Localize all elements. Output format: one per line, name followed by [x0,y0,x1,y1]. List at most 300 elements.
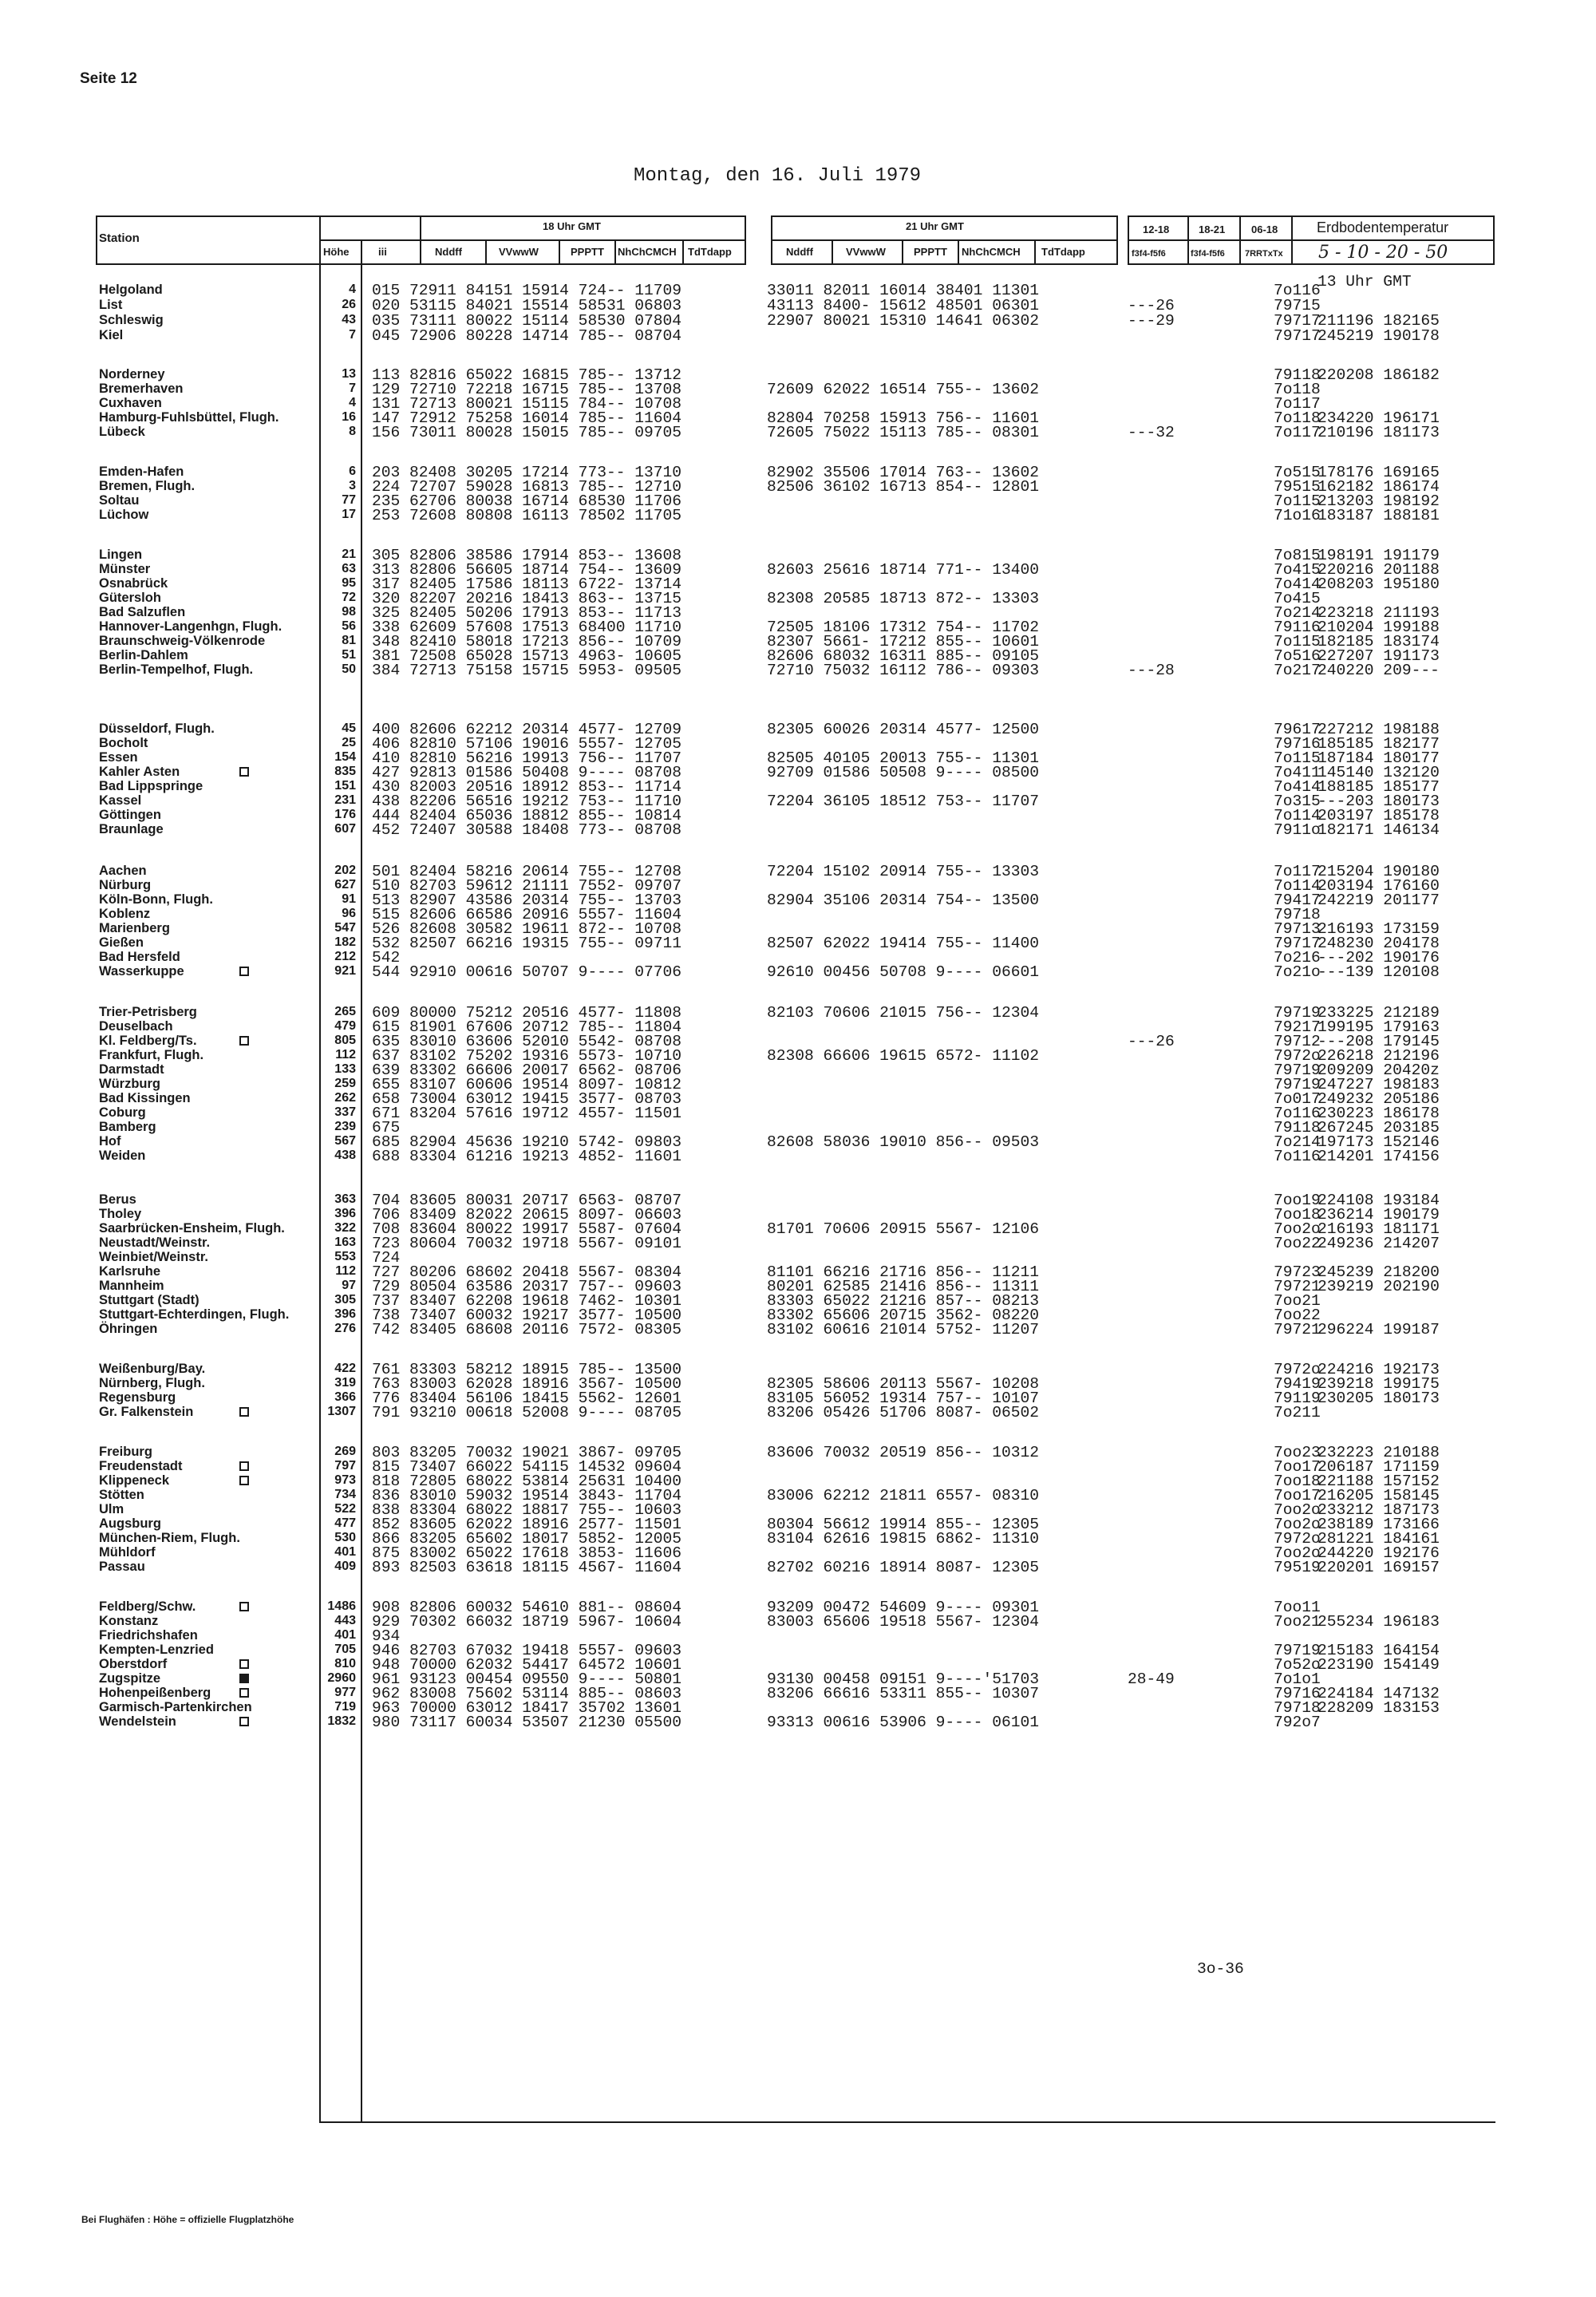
obs-06-18: 7oo22 [1274,1235,1321,1252]
obs-12-18: ---29 [1128,312,1175,330]
header-18-col-1: Nddff [435,246,462,258]
station-name: Tholey [99,1207,142,1221]
obs-21-gmt: 22907 80021 15310 14641 06302 [767,312,1039,330]
station-hoehe: 8 [349,425,356,438]
soil-temperature: 187184 180177 [1317,749,1440,767]
obs-06-18: 7oo2o [1274,1516,1321,1533]
obs-18-gmt: 615 81901 67606 20712 785-- 11804 [372,1018,682,1036]
rule-right-1 [1187,215,1189,265]
station-name: Weiden [99,1148,146,1163]
obs-18-gmt: 776 83404 56106 18415 5562- 12601 [372,1390,682,1407]
obs-18-gmt: 035 73111 80022 15114 58530 07804 [372,312,682,330]
station-hoehe: 176 [334,808,356,821]
station-name: Braunschweig-Völkenrode [99,634,266,648]
station-hoehe: 305 [334,1293,356,1307]
obs-12-18: ---32 [1128,424,1175,441]
station-hoehe: 81 [342,634,356,647]
station-hoehe: 337 [334,1105,356,1119]
obs-06-18: 79515 [1274,478,1321,496]
obs-21-gmt: 82305 58606 20113 5567- 10208 [767,1375,1039,1393]
station-hoehe: 553 [334,1250,356,1263]
station-hoehe: 719 [334,1700,356,1714]
header-18-col-2: VVwwW [499,246,539,258]
obs-06-18: 792o7 [1274,1714,1321,1731]
obs-06-18: 79712 [1274,1033,1321,1050]
obs-06-18: 79417 [1274,892,1321,909]
soil-temperature: 233212 187173 [1317,1501,1440,1519]
station-name: Aachen [99,864,147,878]
obs-18-gmt: 427 92813 01586 50408 9---- 08708 [372,764,682,781]
station-name: Klippeneck [99,1473,170,1488]
station-name: Saarbrücken-Ensheim, Flugh. [99,1221,285,1235]
header-21-col-1: Nddff [786,246,813,258]
obs-18-gmt: 763 83003 62028 18916 3567- 10500 [372,1375,682,1393]
obs-18-gmt: 156 73011 80028 15015 785-- 09705 [372,424,682,441]
obs-18-gmt: 738 73407 60032 19217 3577- 10500 [372,1307,682,1324]
obs-06-18: 79719 [1274,1076,1321,1093]
station-hoehe: 396 [334,1307,356,1321]
station-hoehe: 91 [342,892,356,906]
obs-18-gmt: 305 82806 38586 17914 853-- 13608 [372,547,682,564]
station-hoehe: 547 [334,921,356,935]
station-marker-icon [239,1407,249,1417]
obs-06-18: 7oo23 [1274,1444,1321,1461]
station-name: Bremerhaven [99,382,184,396]
soil-temperature: 203194 176160 [1317,877,1440,895]
obs-06-18: 7o815 [1274,547,1321,564]
station-hoehe: 6 [349,465,356,478]
obs-21-gmt: 82804 70258 15913 756-- 11601 [767,409,1039,427]
obs-18-gmt: 946 82703 67032 19418 5557- 09603 [372,1642,682,1659]
obs-18-gmt: 723 80604 70032 19718 5567- 09101 [372,1235,682,1252]
obs-06-18: 7o116 [1274,1148,1321,1165]
station-marker-icon [239,1688,249,1698]
station-hoehe: 1307 [327,1405,356,1418]
soil-temperature: 242219 201177 [1317,892,1440,909]
obs-06-18: 7oo17 [1274,1458,1321,1476]
soil-temperature: 245219 190178 [1317,327,1440,345]
station-name: Cuxhaven [99,396,162,410]
obs-06-18: 79119 [1274,1390,1321,1407]
station-hoehe: 112 [335,1048,356,1062]
obs-06-18: 7o117 [1274,395,1321,413]
obs-21-gmt: 93209 00472 54609 9---- 09301 [767,1599,1039,1616]
obs-18-gmt: 532 82507 66216 19315 755-- 09711 [372,935,682,952]
obs-21-gmt: 72609 62022 16514 755-- 13602 [767,381,1039,398]
obs-21-gmt: 72710 75032 16112 786-- 09303 [767,662,1039,679]
obs-21-gmt: 33011 82011 16014 38401 11301 [767,282,1039,299]
obs-12-18: 28-49 [1128,1670,1175,1688]
obs-06-18: 7oo2o [1274,1544,1321,1562]
obs-06-18: 7o117 [1274,863,1321,880]
obs-18-gmt: 515 82606 66586 20916 5557- 11604 [372,906,682,923]
obs-06-18: 79717 [1274,935,1321,952]
station-name: Nürburg [99,878,152,892]
soil-temperature: 227212 198188 [1317,721,1440,738]
obs-18-gmt: 410 82810 56216 19913 756-- 11707 [372,749,682,767]
obs-21-gmt: 83206 05426 51706 8087- 06502 [767,1404,1039,1421]
station-hoehe: 25 [342,736,356,749]
station-name: Kahler Asten [99,765,180,779]
station-name: Garmisch-Partenkirchen [99,1700,252,1714]
soil-temperature: 230223 186178 [1317,1105,1440,1122]
station-hoehe: 734 [334,1488,356,1501]
soil-temperature: 216193 173159 [1317,920,1440,938]
obs-18-gmt: 671 83204 57616 19712 4557- 11501 [372,1105,682,1122]
header-gmt18: 18 Uhr GMT [543,220,601,232]
obs-18-gmt: 501 82404 58216 20614 755-- 12708 [372,863,682,880]
obs-18-gmt: 452 72407 30588 18408 773-- 08708 [372,821,682,839]
header-18-col-3: PPPTT [571,246,604,258]
obs-18-gmt: 737 83407 62208 19618 7462- 10301 [372,1292,682,1310]
soil-temperature: 210204 199188 [1317,619,1440,636]
soil-temperature: 249236 214207 [1317,1235,1440,1252]
obs-18-gmt: 658 73004 63012 19415 3577- 08703 [372,1090,682,1108]
station-name: Osnabrück [99,576,168,591]
station-name: Freudenstadt [99,1459,183,1473]
soil-temperature: 220201 169157 [1317,1559,1440,1576]
obs-18-gmt: 948 70000 62032 54417 64572 10601 [372,1656,682,1674]
header-21-col-2: VVwwW [846,246,886,258]
obs-06-18: 7o21o [1274,963,1321,981]
obs-06-18: 7o415 [1274,590,1321,607]
soil-temperature: 145140 132120 [1317,764,1440,781]
station-name: Bad Lippspringe [99,779,203,793]
obs-18-gmt: 815 73407 66022 54115 14532 09604 [372,1458,682,1476]
obs-18-gmt: 253 72608 80808 16113 78502 11705 [372,507,682,524]
obs-18-gmt: 438 82206 56516 19212 753-- 11710 [372,793,682,810]
soil-temperature: 239219 202190 [1317,1278,1440,1295]
station-hoehe: 276 [334,1322,356,1335]
station-hoehe: 7 [349,382,356,395]
rule-21-1 [832,239,833,265]
obs-18-gmt: 961 93123 00454 09550 9---- 50801 [372,1670,682,1688]
obs-06-18: 7o116 [1274,282,1321,299]
obs-18-gmt: 400 82606 62212 20314 4577- 12709 [372,721,682,738]
station-hoehe: 13 [342,367,356,381]
soil-temperature: 208203 195180 [1317,575,1440,593]
station-name: Regensburg [99,1390,176,1405]
station-hoehe: 797 [334,1459,356,1473]
obs-06-18: 7o116 [1274,1105,1321,1122]
soil-temperature: 223218 211193 [1317,604,1440,622]
obs-18-gmt: 015 72911 84151 15914 724-- 11709 [372,282,682,299]
station-hoehe: 705 [334,1643,356,1656]
station-name: Soltau [99,493,140,508]
station-marker-icon [239,967,249,976]
obs-18-gmt: 320 82207 20216 18413 863-- 13715 [372,590,682,607]
obs-06-18: 79717 [1274,327,1321,345]
soil-temperature: 215204 190180 [1317,863,1440,880]
obs-06-18: 7972o [1274,1361,1321,1378]
station-hoehe: 98 [342,605,356,619]
obs-21-gmt: 82608 58036 19010 856-- 09503 [767,1133,1039,1151]
obs-18-gmt: 544 92910 00616 50707 9---- 07706 [372,963,682,981]
station-name: Neustadt/Weinstr. [99,1235,211,1250]
obs-06-18: 7o1o1 [1274,1670,1321,1688]
station-hoehe: 409 [334,1560,356,1573]
station-hoehe: 835 [334,765,356,778]
soil-temperature: 281221 184161 [1317,1530,1440,1548]
soil-temperature: 220216 201188 [1317,561,1440,579]
station-hoehe: 422 [334,1362,356,1375]
station-hoehe: 63 [342,562,356,575]
obs-21-gmt: 72204 15102 20914 755-- 13303 [767,863,1039,880]
obs-06-18: 79116 [1274,619,1321,636]
obs-06-18: 79118 [1274,366,1321,384]
obs-06-18: 79617 [1274,721,1321,738]
obs-18-gmt: 929 70302 66032 18719 5967- 10604 [372,1613,682,1631]
soil-temperature: 224184 147132 [1317,1685,1440,1702]
station-name: Bocholt [99,736,148,750]
station-hoehe: 401 [334,1545,356,1559]
obs-12-18: ---26 [1128,1033,1175,1050]
station-name: Bad Kissingen [99,1091,191,1105]
soil-temperature: 226218 212196 [1317,1047,1440,1065]
obs-18-gmt: 542 [372,949,401,967]
station-hoehe: 1832 [327,1714,356,1728]
obs-18-gmt: 637 83102 75202 19316 5573- 10710 [372,1047,682,1065]
obs-21-gmt: 82606 68032 16311 885-- 09105 [767,647,1039,665]
obs-21-gmt: 80201 62585 21416 856-- 11311 [767,1278,1039,1295]
obs-21-gmt: 83104 62616 19815 6862- 11310 [767,1530,1039,1548]
station-name: Gießen [99,935,144,950]
station-marker-filled-icon [239,1674,249,1683]
station-hoehe: 202 [334,864,356,877]
station-name: Feldberg/Schw. [99,1599,196,1614]
obs-21-gmt: 82702 60216 18914 8087- 12305 [767,1559,1039,1576]
station-hoehe: 265 [334,1005,356,1018]
station-hoehe: 627 [334,878,356,892]
obs-18-gmt: 908 82806 60032 54610 881-- 08604 [372,1599,682,1616]
station-name: Berus [99,1192,136,1207]
soil-temperature: 178176 169165 [1317,464,1440,481]
station-name: Stuttgart-Echterdingen, Flugh. [99,1307,290,1322]
station-name: Norderney [99,367,165,382]
page-label: Seite 12 [80,70,137,87]
obs-06-18: 79717 [1274,312,1321,330]
station-name: Hof [99,1134,121,1148]
obs-21-gmt: 92709 01586 50508 9---- 08500 [767,764,1039,781]
soil-temperature: 182171 146134 [1317,821,1440,839]
soil-temperature: 267245 203185 [1317,1119,1440,1137]
station-marker-icon [239,767,249,777]
obs-18-gmt: 381 72508 65028 15713 4963- 10605 [372,647,682,665]
obs-18-gmt: 655 83107 60606 19514 8097- 10812 [372,1076,682,1093]
station-hoehe: 443 [334,1614,356,1627]
obs-06-18: 7911o [1274,821,1321,839]
obs-21-gmt: 83303 65022 21216 857-- 08213 [767,1292,1039,1310]
obs-18-gmt: 639 83302 66606 20017 6562- 08706 [372,1062,682,1079]
rule-18-1 [485,239,487,265]
obs-21-gmt: 83302 65606 20715 3562- 08220 [767,1307,1039,1324]
soil-temperature: 296224 199187 [1317,1321,1440,1338]
station-hoehe: 231 [334,793,356,807]
station-hoehe: 112 [335,1264,356,1278]
station-name: Hannover-Langenhgn, Flugh. [99,619,282,634]
station-name: Karlsruhe [99,1264,161,1279]
obs-06-18: 7oo2o [1274,1501,1321,1519]
station-hoehe: 3 [349,479,356,492]
station-hoehe: 97 [342,1279,356,1292]
obs-18-gmt: 338 62609 57608 17513 68400 11710 [372,619,682,636]
station-name: Marienberg [99,921,170,935]
station-hoehe: 2960 [327,1671,356,1685]
station-name: Essen [99,750,138,765]
obs-18-gmt: 934 [372,1627,401,1645]
station-name: Friedrichshafen [99,1628,198,1643]
soil-temperature: 183187 188181 [1317,507,1440,524]
obs-18-gmt: 384 72713 75158 15715 5953- 09505 [372,662,682,679]
station-name: Wasserkuppe [99,964,184,978]
soil-temperature: 255234 196183 [1317,1613,1440,1631]
station-name: Oberstdorf [99,1657,168,1671]
obs-06-18: 7o217 [1274,662,1321,679]
obs-06-18: 79419 [1274,1375,1321,1393]
soil-temperature: ---208 179145 [1317,1033,1440,1050]
soil-temperature: 216193 181171 [1317,1220,1440,1238]
station-name: Konstanz [99,1614,159,1628]
header-erdboden: Erdbodentemperatur [1317,219,1449,235]
obs-06-18: 7o414 [1274,575,1321,593]
obs-21-gmt: 72505 18106 17312 754-- 11702 [767,619,1039,636]
soil-temperature: 206187 171159 [1317,1458,1440,1476]
soil-temperature: 220208 186182 [1317,366,1440,384]
station-name: Helgoland [99,283,163,297]
station-hoehe: 366 [334,1390,356,1404]
header-hoehe: Höhe [323,246,350,258]
station-marker-icon [239,1476,249,1485]
obs-06-18: 7o118 [1274,409,1321,427]
station-hoehe: 396 [334,1207,356,1220]
obs-21-gmt: 82307 5661- 17212 855-- 10601 [767,633,1039,650]
station-name: Bamberg [99,1120,156,1134]
soil-temperature: 188185 185177 [1317,778,1440,796]
obs-21-gmt: 83105 56052 19314 757-- 10107 [767,1390,1039,1407]
station-name: Stötten [99,1488,144,1502]
obs-18-gmt: 963 70000 63012 18417 35702 13601 [372,1699,682,1717]
station-name: List [99,298,123,312]
obs-06-18: 7o115 [1274,492,1321,510]
obs-21-gmt: 72605 75022 15113 785-- 08301 [767,424,1039,441]
obs-18-gmt: 980 73117 60034 53507 21230 05500 [372,1714,682,1731]
obs-21-gmt: 92610 00456 50708 9---- 06601 [767,963,1039,981]
obs-18-gmt: 685 82904 45636 19210 5742- 09803 [372,1133,682,1151]
obs-18-gmt: 129 72710 72218 16715 785-- 13708 [372,381,682,398]
obs-06-18: 7o315 [1274,793,1321,810]
obs-21-gmt: 93130 00458 09151 9----'51703 [767,1670,1039,1688]
obs-21-gmt: 82904 35106 20314 754-- 13500 [767,892,1039,909]
obs-06-18: 79715 [1274,297,1321,314]
station-hoehe: 810 [334,1657,356,1670]
station-hoehe: 438 [334,1148,356,1162]
station-name: Braunlage [99,822,164,836]
header-f-3: 7RRTxTx [1245,249,1283,259]
obs-06-18: 7o017 [1274,1090,1321,1108]
station-name: Bad Hersfeld [99,950,180,964]
station-hoehe: 319 [334,1376,356,1390]
obs-18-gmt: 852 83605 62022 18916 2577- 11501 [372,1516,682,1533]
soil-temperature: 223190 154149 [1317,1656,1440,1674]
station-hoehe: 17 [342,508,356,521]
obs-06-18: 79719 [1274,1004,1321,1022]
obs-21-gmt: 82305 60026 20314 4577- 12500 [767,721,1039,738]
obs-18-gmt: 724 [372,1249,401,1267]
station-hoehe: 363 [334,1192,356,1206]
station-hoehe: 16 [342,410,356,424]
obs-06-18: 7oo18 [1274,1473,1321,1490]
soil-temperature: 240220 209--- [1317,662,1440,679]
zugspitze-18-21: 3o-36 [1197,1960,1244,1978]
soil-temperature: 213203 198192 [1317,492,1440,510]
obs-18-gmt: 317 82405 17586 18113 6722- 13714 [372,575,682,593]
obs-06-18: 7o211 [1274,1404,1321,1421]
obs-18-gmt: 688 83304 61216 19213 4852- 11601 [372,1148,682,1165]
rule-21-top [771,239,1118,241]
station-name: Kassel [99,793,142,808]
header-gmt21: 21 Uhr GMT [906,220,964,232]
station-hoehe: 45 [342,722,356,735]
station-name: Hohenpeißenberg [99,1686,211,1700]
header-21-col-3: PPPTT [914,246,947,258]
station-name: Münster [99,562,151,576]
station-hoehe: 239 [334,1120,356,1133]
obs-21-gmt: 82505 40105 20013 755-- 11301 [767,749,1039,767]
obs-06-18: 7972o [1274,1047,1321,1065]
header-18-21: 18-21 [1199,223,1226,235]
obs-06-18: 7oo19 [1274,1192,1321,1209]
station-name: Lingen [99,548,143,562]
station-hoehe: 322 [334,1221,356,1235]
obs-06-18: 7oo21 [1274,1292,1321,1310]
header-f-2: f3f4-f5f6 [1191,249,1225,259]
soil-temperature: 210196 181173 [1317,424,1440,441]
station-name: Würzburg [99,1077,160,1091]
obs-18-gmt: 313 82806 56605 18714 754-- 13609 [372,561,682,579]
header-iii: iii [378,246,387,258]
station-name: Coburg [99,1105,146,1120]
soil-temperature: 224216 192173 [1317,1361,1440,1378]
station-marker-icon [239,1717,249,1726]
obs-18-gmt: 224 72707 59028 16813 785-- 12710 [372,478,682,496]
station-hoehe: 133 [334,1062,356,1076]
obs-06-18: 79217 [1274,1018,1321,1036]
soil-temperature: 209209 20420z [1317,1062,1440,1079]
obs-06-18: 7o516 [1274,647,1321,665]
obs-21-gmt: 83102 60616 21014 5752- 11207 [767,1321,1039,1338]
obs-06-18: 7o414 [1274,778,1321,796]
station-name: Kiel [99,328,124,342]
rule-21-2 [902,239,903,265]
obs-21-gmt: 82507 62022 19414 755-- 11400 [767,935,1039,952]
obs-18-gmt: 791 93210 00618 52008 9---- 08705 [372,1404,682,1421]
station-hoehe: 96 [342,907,356,920]
obs-21-gmt: 82506 36102 16713 854-- 12801 [767,478,1039,496]
obs-06-18: 79718 [1274,906,1321,923]
header-18-col-4: NhChCMCH [618,246,677,258]
obs-06-18: 7o415 [1274,561,1321,579]
obs-18-gmt: 635 83010 63606 52010 5542- 08708 [372,1033,682,1050]
soil-temperature: 162182 186174 [1317,478,1440,496]
obs-18-gmt: 203 82408 30205 17214 773-- 13710 [372,464,682,481]
station-hoehe: 4 [349,283,356,296]
station-name: Gr. Falkenstein [99,1405,194,1419]
rule-hoehe [361,239,362,265]
rule-body-left [361,265,362,2123]
station-hoehe: 212 [334,950,356,963]
rule-21-3 [958,239,959,265]
obs-06-18: 7o216 [1274,949,1321,967]
